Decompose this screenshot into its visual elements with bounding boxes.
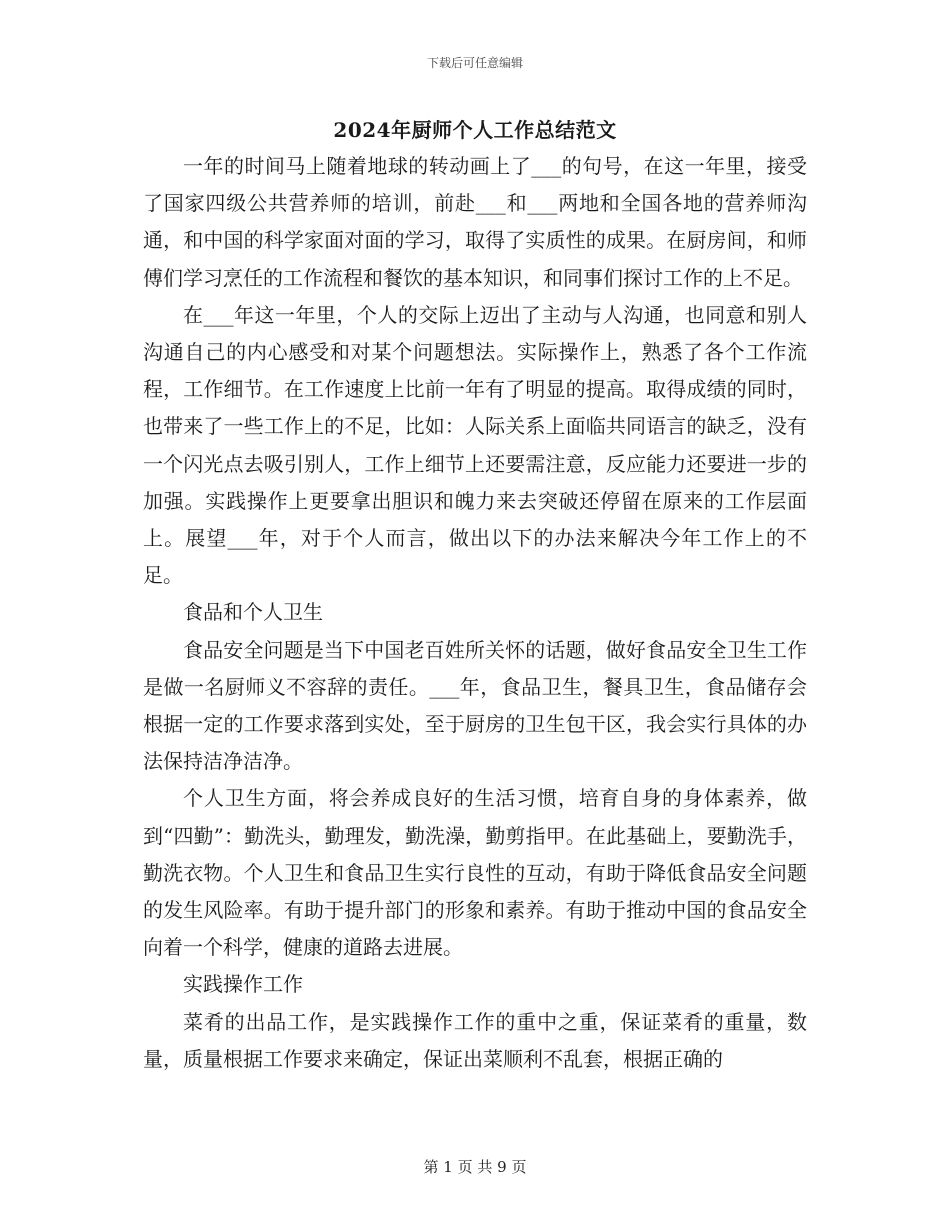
section-heading-practice: 实践操作工作: [183, 972, 303, 997]
paragraph-dish-output: 菜肴的出品工作，是实践操作工作的重中之重，保证菜肴的重量，数量，质量根据工作要求来确定，保证出菜顺利不乱套，根据正确的: [143, 1009, 807, 1071]
paragraph-intro: 一年的时间马上随着地球的转动画上了___的句号，在这一年里，接受了国家四级公共营养师的培训，前赴___和___两地和全国各地的营养师沟通，和中国的科学家面对面的学习，取得了实质性的成果。在厨房间，和师傅们学习烹任的工作流程和餐饮的基本知识，和同事们探讨工作的上不足。: [143, 154, 807, 290]
paragraph-food-safety: 食品安全问题是当下中国老百姓所关怀的话题，做好食品安全卫生工作是做一名厨师义不容辞的责任。___年，食品卫生，餐具卫生，食品储存会根据一定的工作要求落到实处，至于厨房的卫生包干区，我会实行具体的办法保持洁净洁净。: [143, 637, 807, 774]
document-title: 2024年厨师个人工作总结范文: [333, 118, 617, 142]
paragraph-personal-hygiene: 个人卫生方面，将会养成良好的生活习惯，培育自身的身体素养，做到“四勤”：勤洗头，勤理发，勤洗澡，勤剪指甲。在此基础上，要勤洗手，勤洗衣物。个人卫生和食品卫生实行良性的互动，有助于降低食品安全问题的发生风险率。有助于提升部门的形象和素养。有助于推动中国的食品安全向着一个科学，健康的道路去进展。: [143, 786, 807, 960]
document-body: [143, 148, 807, 1078]
page-number: 第 1 页 共 9 页: [423, 1158, 527, 1176]
section-heading-hygiene: 食品和个人卫生: [183, 600, 323, 625]
header-note: 下载后可任意编辑: [426, 56, 523, 70]
paragraph-year-review: 在___年这一年里，个人的交际上迈出了主动与人沟通，也同意和别人沟通自己的内心感受和对某个问题想法。实际操作上，熟悉了各个工作流程，工作细节。在工作速度上比前一年有了明显的提高。取得成绩的同时，也带来了一些工作上的不足，比如：人际关系上面临共同语言的缺乏，没有一个闪光点去吸引别人，工作上细节上还要需注意，反应能力还要进一步的加强。实践操作上更要拿出胆识和魄力来去突破还停留在原来的工作层面上。展望___年，对于个人而言，做出以下的办法来解决今年工作上的不足。: [143, 302, 807, 588]
